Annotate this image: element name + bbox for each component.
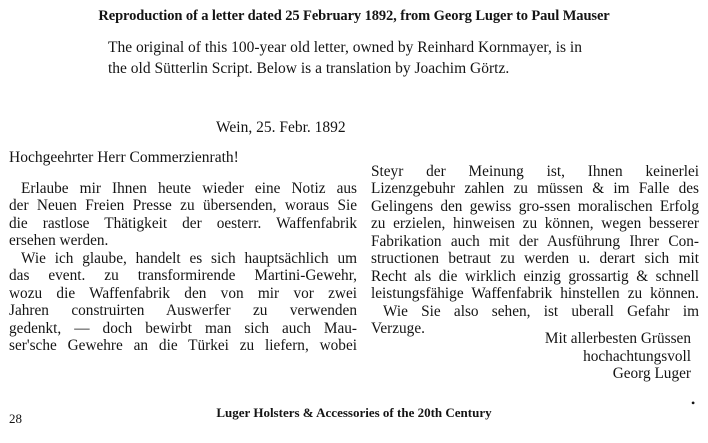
letter-line: ser'sche Gewehre an die Türkei zu liefern, wobei <box>9 337 357 355</box>
letter-line: Wie ich glaube, handelt es sich hauptsächlich um <box>21 249 357 267</box>
signature-name: Georg Luger <box>612 365 691 382</box>
letter-line: Wie Sie also sehen, ist uberall Gefahr im <box>383 302 699 320</box>
letter-line: Recht als die wirklich einzig grossartig & schnell <box>371 267 699 285</box>
letter-right-column <box>371 163 699 338</box>
letter-line: Lizenzgebuhr zahlen zu müssen & im Falle des <box>371 180 699 198</box>
letter-line: zu erzielen, hinweisen zu können, wegen besserer <box>371 215 699 233</box>
letter-line: die rastlose Thätigkeit der oesterr. Waffenfabrik <box>9 214 357 232</box>
letter-line: der Neuen Freien Presse zu übersenden, woraus Sie <box>9 197 357 215</box>
letter-salutation: Hochgeehrter Herr Commerzienrath! <box>9 149 239 166</box>
letter-line: structionen betraut zu werden u. derart sich mit <box>371 250 699 268</box>
letter-line: wozu die Waffenfabrik den von mir vor zwei <box>9 284 357 302</box>
closing-line: Mit allerbesten Grüssen <box>544 330 691 347</box>
letter-line: Verzuge. <box>371 320 425 338</box>
page-number: 28 <box>9 411 22 426</box>
document-heading: Reproduction of a letter dated 25 February 1892, from Georg Luger to Paul Mauser <box>98 8 610 24</box>
bullet-dot-mark: • <box>691 396 696 410</box>
letter-line: gedenkt, — doch bewirbt man sich auch Mau- <box>9 319 357 337</box>
letter-left-column <box>9 180 357 355</box>
letter-line: Gelingens den gewiss gro-ssen moralischen Erfolg <box>371 197 699 215</box>
letter-line: das event. zu transformirende Martini-Gewehr, <box>9 267 357 285</box>
letter-line: Fabrikation auch mit der Ausführung Ihrer Con- <box>371 232 699 250</box>
letter-closing <box>545 330 691 383</box>
letter-line: ersehen werden. <box>9 232 109 250</box>
intro-line: the old Sütterlin Script. Below is a translation by Joachim Görtz. <box>108 59 510 77</box>
letter-dateline: Wein, 25. Febr. 1892 <box>216 119 346 136</box>
letter-line: leistungsfähige Waffenfabrik hinstellen zu können. <box>371 285 699 303</box>
letter-line: Steyr der Meinung ist, Ihnen keinerlei <box>371 163 699 180</box>
intro-line: The original of this 100-year old letter, owned by Reinhard Kornmayer, is in <box>108 39 582 56</box>
intro-paragraph <box>108 38 668 79</box>
letter-line: Jahren construirten Auswerfer zu verwenden <box>9 302 357 320</box>
closing-line: hochachtungsvoll <box>583 347 691 365</box>
book-footer: Luger Holsters & Accessories of the 20th Century <box>216 405 492 420</box>
letter-line: Erlaube mir Ihnen heute wieder eine Notiz aus <box>21 180 357 197</box>
